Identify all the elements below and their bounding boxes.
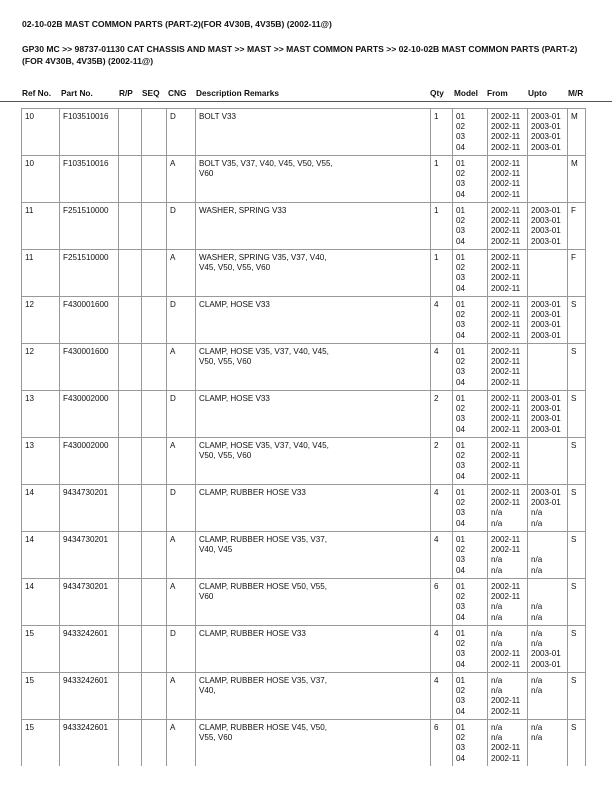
cell-ref: 14 — [22, 485, 60, 532]
table-row — [22, 579, 586, 626]
cell-seq — [142, 156, 167, 203]
cell-ref: 14 — [22, 532, 60, 579]
table-row — [22, 720, 586, 767]
cell-rp — [119, 109, 142, 156]
cell-desc: CLAMP, HOSE V35, V37, V40, V45, V50, V55, V60 — [196, 344, 431, 391]
cell-rp — [119, 438, 142, 485]
header-qty: Qty — [430, 88, 444, 98]
cell-rp — [119, 344, 142, 391]
header-from: From — [487, 88, 508, 98]
cell-mr: S — [568, 391, 586, 438]
cell-seq — [142, 673, 167, 720]
cell-seq — [142, 438, 167, 485]
cell-seq — [142, 579, 167, 626]
cell-cng: A — [167, 673, 196, 720]
cell-cng: A — [167, 156, 196, 203]
cell-model: 01 02 03 04 — [453, 203, 488, 250]
cell-cng: A — [167, 579, 196, 626]
cell-part: 9434730201 — [60, 579, 119, 626]
cell-upto: 2003-01 2003-01 2003-01 2003-01 — [528, 109, 568, 156]
cell-rp — [119, 532, 142, 579]
cell-seq — [142, 532, 167, 579]
cell-qty: 4 — [431, 344, 453, 391]
cell-part: F430001600 — [60, 297, 119, 344]
cell-ref: 13 — [22, 438, 60, 485]
cell-model: 01 02 03 04 — [453, 344, 488, 391]
cell-part: F103510016 — [60, 109, 119, 156]
cell-cng: D — [167, 391, 196, 438]
header-divider — [0, 101, 612, 102]
cell-qty: 4 — [431, 485, 453, 532]
cell-from: n/a n/a 2002-11 2002-11 — [488, 720, 528, 767]
cell-from: 2002-11 2002-11 2002-11 2002-11 — [488, 438, 528, 485]
cell-upto — [528, 250, 568, 297]
cell-from: 2002-11 2002-11 n/a n/a — [488, 485, 528, 532]
cell-desc: CLAMP, HOSE V35, V37, V40, V45, V50, V55, V60 — [196, 438, 431, 485]
cell-desc: CLAMP, HOSE V33 — [196, 297, 431, 344]
cell-ref: 14 — [22, 579, 60, 626]
cell-from: n/a n/a 2002-11 2002-11 — [488, 626, 528, 673]
cell-from: 2002-11 2002-11 2002-11 2002-11 — [488, 156, 528, 203]
cell-part: 9434730201 — [60, 532, 119, 579]
cell-rp — [119, 673, 142, 720]
table-row — [22, 626, 586, 673]
cell-cng: D — [167, 626, 196, 673]
cell-model: 01 02 03 04 — [453, 532, 488, 579]
cell-rp — [119, 579, 142, 626]
cell-seq — [142, 391, 167, 438]
cell-upto: 2003-01 2003-01 2003-01 2003-01 — [528, 297, 568, 344]
cell-upto — [528, 344, 568, 391]
cell-upto: 2003-01 2003-01 2003-01 2003-01 — [528, 391, 568, 438]
cell-ref: 10 — [22, 156, 60, 203]
cell-model: 01 02 03 04 — [453, 391, 488, 438]
header-upto: Upto — [528, 88, 547, 98]
cell-qty: 1 — [431, 250, 453, 297]
header-ref: Ref No. — [22, 88, 52, 98]
cell-ref: 12 — [22, 297, 60, 344]
cell-upto: n/a n/a — [528, 720, 568, 767]
table-row — [22, 109, 586, 156]
cell-part: 9434730201 — [60, 485, 119, 532]
cell-seq — [142, 109, 167, 156]
cell-mr: S — [568, 720, 586, 767]
cell-from: 2002-11 2002-11 2002-11 2002-11 — [488, 203, 528, 250]
cell-qty: 4 — [431, 673, 453, 720]
cell-cng: D — [167, 297, 196, 344]
cell-seq — [142, 485, 167, 532]
cell-part: F430002000 — [60, 391, 119, 438]
cell-seq — [142, 344, 167, 391]
cell-qty: 6 — [431, 579, 453, 626]
cell-desc: CLAMP, RUBBER HOSE V35, V37, V40, — [196, 673, 431, 720]
cell-upto: n/a n/a — [528, 579, 568, 626]
cell-qty: 4 — [431, 626, 453, 673]
cell-rp — [119, 203, 142, 250]
table-row — [22, 250, 586, 297]
cell-rp — [119, 720, 142, 767]
table-row — [22, 673, 586, 720]
cell-model: 01 02 03 04 — [453, 156, 488, 203]
table-row — [22, 532, 586, 579]
cell-part: F251510000 — [60, 250, 119, 297]
table-row — [22, 297, 586, 344]
cell-mr: F — [568, 203, 586, 250]
cell-model: 01 02 03 04 — [453, 250, 488, 297]
cell-qty: 2 — [431, 391, 453, 438]
cell-mr: S — [568, 297, 586, 344]
cell-cng: A — [167, 250, 196, 297]
cell-qty: 6 — [431, 720, 453, 767]
cell-upto: 2003-01 2003-01 n/a n/a — [528, 485, 568, 532]
cell-desc: BOLT V33 — [196, 109, 431, 156]
cell-ref: 15 — [22, 673, 60, 720]
cell-mr: F — [568, 250, 586, 297]
cell-mr: S — [568, 673, 586, 720]
cell-cng: A — [167, 344, 196, 391]
cell-from: 2002-11 2002-11 2002-11 2002-11 — [488, 344, 528, 391]
cell-cng: A — [167, 532, 196, 579]
cell-desc: BOLT V35, V37, V40, V45, V50, V55, V60 — [196, 156, 431, 203]
header-rp: R/P — [119, 88, 133, 98]
cell-seq — [142, 203, 167, 250]
cell-cng: A — [167, 438, 196, 485]
cell-mr: S — [568, 579, 586, 626]
cell-upto: n/a n/a 2003-01 2003-01 — [528, 626, 568, 673]
cell-cng: D — [167, 109, 196, 156]
cell-desc: CLAMP, HOSE V33 — [196, 391, 431, 438]
cell-model: 01 02 03 04 — [453, 579, 488, 626]
cell-part: 9433242601 — [60, 626, 119, 673]
cell-upto: n/a n/a — [528, 532, 568, 579]
cell-ref: 15 — [22, 720, 60, 767]
cell-cng: A — [167, 720, 196, 767]
cell-rp — [119, 391, 142, 438]
cell-ref: 11 — [22, 203, 60, 250]
cell-model: 01 02 03 04 — [453, 438, 488, 485]
cell-rp — [119, 250, 142, 297]
table-row — [22, 344, 586, 391]
cell-from: 2002-11 2002-11 n/a n/a — [488, 579, 528, 626]
cell-model: 01 02 03 04 — [453, 673, 488, 720]
cell-part: F251510000 — [60, 203, 119, 250]
table-row — [22, 156, 586, 203]
header-part: Part No. — [61, 88, 93, 98]
cell-ref: 10 — [22, 109, 60, 156]
cell-qty: 1 — [431, 109, 453, 156]
cell-part: 9433242601 — [60, 720, 119, 767]
cell-mr: M — [568, 156, 586, 203]
cell-part: F430001600 — [60, 344, 119, 391]
cell-model: 01 02 03 04 — [453, 485, 488, 532]
cell-part: 9433242601 — [60, 673, 119, 720]
cell-desc: CLAMP, RUBBER HOSE V33 — [196, 485, 431, 532]
cell-cng: D — [167, 485, 196, 532]
cell-qty: 2 — [431, 438, 453, 485]
header-model: Model — [454, 88, 478, 98]
cell-from: 2002-11 2002-11 2002-11 2002-11 — [488, 391, 528, 438]
cell-upto: 2003-01 2003-01 2003-01 2003-01 — [528, 203, 568, 250]
cell-upto — [528, 156, 568, 203]
cell-seq — [142, 250, 167, 297]
table-row — [22, 203, 586, 250]
header-desc: Description Remarks — [196, 88, 280, 98]
cell-seq — [142, 297, 167, 344]
cell-qty: 4 — [431, 297, 453, 344]
cell-seq — [142, 626, 167, 673]
cell-model: 01 02 03 04 — [453, 720, 488, 767]
cell-from: n/a n/a 2002-11 2002-11 — [488, 673, 528, 720]
cell-rp — [119, 156, 142, 203]
cell-part: F430002000 — [60, 438, 119, 485]
cell-upto — [528, 438, 568, 485]
cell-mr: S — [568, 485, 586, 532]
table-row — [22, 485, 586, 532]
cell-mr: S — [568, 344, 586, 391]
header-seq: SEQ — [142, 88, 160, 98]
cell-seq — [142, 720, 167, 767]
cell-ref: 15 — [22, 626, 60, 673]
cell-model: 01 02 03 04 — [453, 297, 488, 344]
breadcrumb: GP30 MC >> 98737-01130 CAT CHASSIS AND MAST >> MAST >> MAST COMMON PARTS >> 02-10-02B MAST COMMON PARTS (PART-2)(FOR 4V30B, 4V35B) (2002-11@) — [22, 44, 578, 66]
cell-upto: n/a n/a — [528, 673, 568, 720]
cell-model: 01 02 03 04 — [453, 109, 488, 156]
header-cng: CNG — [168, 88, 187, 98]
parts-table — [21, 108, 586, 766]
table-row — [22, 438, 586, 485]
table-row — [22, 391, 586, 438]
cell-desc: CLAMP, RUBBER HOSE V35, V37, V40, V45 — [196, 532, 431, 579]
cell-part: F103510016 — [60, 156, 119, 203]
cell-qty: 1 — [431, 156, 453, 203]
cell-desc: CLAMP, RUBBER HOSE V50, V55, V60 — [196, 579, 431, 626]
table-header — [0, 88, 612, 100]
cell-desc: WASHER, SPRING V33 — [196, 203, 431, 250]
cell-qty: 4 — [431, 532, 453, 579]
cell-mr: S — [568, 626, 586, 673]
cell-qty: 1 — [431, 203, 453, 250]
cell-from: 2002-11 2002-11 2002-11 2002-11 — [488, 109, 528, 156]
cell-ref: 13 — [22, 391, 60, 438]
cell-rp — [119, 485, 142, 532]
page-title: 02-10-02B MAST COMMON PARTS (PART-2)(FOR 4V30B, 4V35B) (2002-11@) — [22, 19, 332, 29]
cell-mr: S — [568, 438, 586, 485]
cell-rp — [119, 626, 142, 673]
header-mr: M/R — [568, 88, 584, 98]
cell-rp — [119, 297, 142, 344]
cell-desc: CLAMP, RUBBER HOSE V45, V50, V55, V60 — [196, 720, 431, 767]
cell-mr: M — [568, 109, 586, 156]
cell-desc: CLAMP, RUBBER HOSE V33 — [196, 626, 431, 673]
cell-from: 2002-11 2002-11 2002-11 2002-11 — [488, 297, 528, 344]
cell-ref: 12 — [22, 344, 60, 391]
cell-from: 2002-11 2002-11 2002-11 2002-11 — [488, 250, 528, 297]
cell-model: 01 02 03 04 — [453, 626, 488, 673]
cell-desc: WASHER, SPRING V35, V37, V40, V45, V50, V55, V60 — [196, 250, 431, 297]
cell-mr: S — [568, 532, 586, 579]
cell-from: 2002-11 2002-11 n/a n/a — [488, 532, 528, 579]
cell-ref: 11 — [22, 250, 60, 297]
cell-cng: D — [167, 203, 196, 250]
